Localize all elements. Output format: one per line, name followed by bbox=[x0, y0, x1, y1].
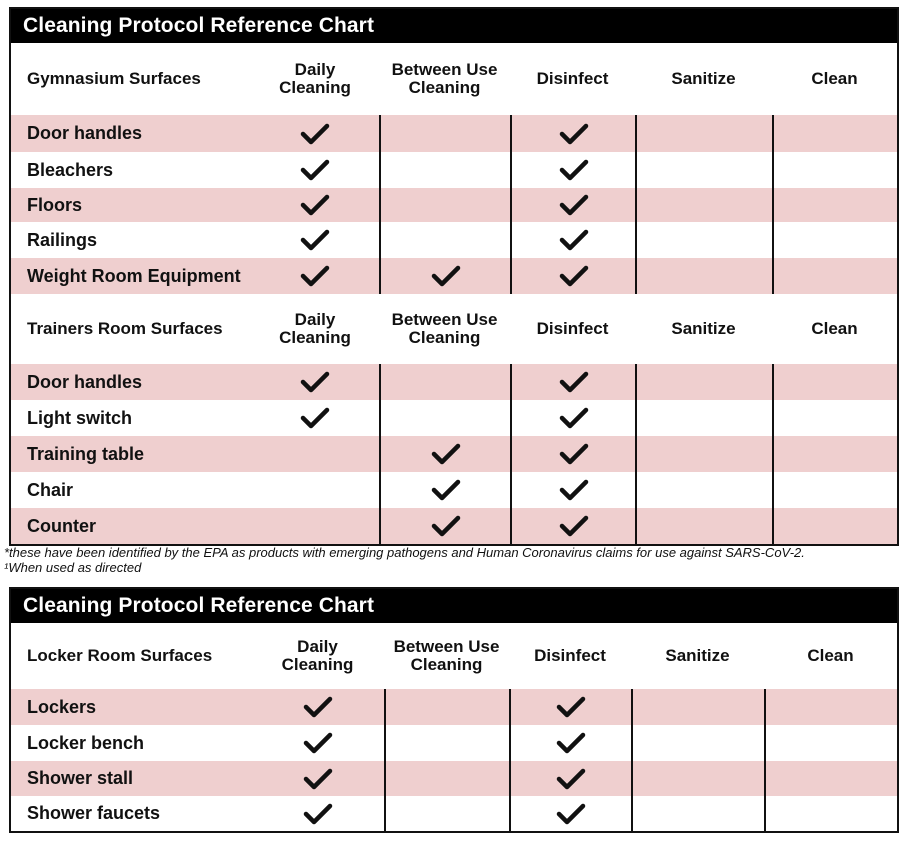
table-row bbox=[11, 689, 897, 725]
checkmark-icon bbox=[300, 229, 330, 251]
surface-label: Locker bench bbox=[27, 732, 145, 753]
check-cell bbox=[510, 472, 635, 508]
check-cell bbox=[764, 796, 897, 831]
checkmark-icon bbox=[300, 371, 330, 393]
column-header: Clean bbox=[811, 69, 858, 88]
checkmark-icon bbox=[303, 803, 333, 825]
check-cell bbox=[251, 115, 379, 152]
check-cell bbox=[772, 436, 897, 472]
checkmark-icon bbox=[556, 768, 586, 790]
check-cell bbox=[772, 115, 897, 152]
section-header: Locker Room Surfaces bbox=[27, 646, 213, 665]
check-cell bbox=[510, 508, 635, 544]
table-row bbox=[11, 115, 897, 152]
check-cell bbox=[251, 258, 379, 294]
column-header: Daily Cleaning bbox=[281, 637, 354, 674]
checkmark-icon bbox=[431, 479, 461, 501]
surface-label: Training table bbox=[27, 443, 145, 464]
check-cell bbox=[509, 796, 631, 831]
check-cell bbox=[510, 400, 635, 436]
column-header: Disinfect bbox=[534, 646, 606, 665]
checkmark-icon bbox=[559, 159, 589, 181]
check-cell bbox=[631, 761, 764, 796]
column-header: Between Use Cleaning bbox=[391, 60, 498, 97]
cleaning-chart-1 bbox=[9, 7, 899, 546]
check-cell bbox=[635, 188, 772, 222]
check-cell bbox=[510, 258, 635, 294]
check-cell bbox=[251, 188, 379, 222]
check-cell bbox=[772, 188, 897, 222]
checkmark-icon bbox=[556, 696, 586, 718]
table-row bbox=[11, 725, 897, 761]
check-cell bbox=[635, 436, 772, 472]
check-cell bbox=[251, 436, 379, 472]
column-header: Disinfect bbox=[536, 319, 609, 338]
check-cell bbox=[379, 115, 510, 152]
surface-label: Counter bbox=[27, 515, 96, 536]
check-cell bbox=[772, 364, 897, 400]
checkmark-icon bbox=[300, 194, 330, 216]
checkmark-icon bbox=[559, 194, 589, 216]
checkmark-icon bbox=[431, 515, 461, 537]
table-row bbox=[11, 222, 897, 258]
check-cell bbox=[772, 258, 897, 294]
check-cell bbox=[635, 472, 772, 508]
table-row bbox=[11, 796, 897, 831]
section-header: Gymnasium Surfaces bbox=[27, 69, 201, 88]
check-cell bbox=[510, 436, 635, 472]
checkmark-icon bbox=[559, 479, 589, 501]
check-cell bbox=[251, 364, 379, 400]
checkmark-icon bbox=[559, 265, 589, 287]
check-cell bbox=[635, 222, 772, 258]
column-header: Disinfect bbox=[536, 69, 609, 88]
check-cell bbox=[251, 400, 379, 436]
checkmark-icon bbox=[431, 265, 461, 287]
check-cell bbox=[379, 152, 510, 188]
footnotes bbox=[4, 545, 805, 575]
checkmark-icon bbox=[300, 407, 330, 429]
check-cell bbox=[510, 364, 635, 400]
surface-label: Door handles bbox=[27, 123, 143, 143]
check-cell bbox=[251, 761, 384, 796]
table-row bbox=[11, 436, 897, 472]
checkmark-icon bbox=[303, 732, 333, 754]
table-row bbox=[11, 400, 897, 436]
checkmark-icon bbox=[556, 803, 586, 825]
check-cell bbox=[251, 508, 379, 544]
footnote-epa: *these have been identified by the EPA as products with emerging pathogens and Human Coronavirus claims for use against SARS-CoV-2. bbox=[4, 545, 805, 560]
surface-label: Bleachers bbox=[27, 159, 114, 180]
check-cell bbox=[635, 400, 772, 436]
check-cell bbox=[251, 796, 384, 831]
column-header: Between Use Cleaning bbox=[393, 637, 500, 674]
surface-label: Weight Room Equipment bbox=[27, 265, 241, 286]
section-header-row bbox=[11, 294, 897, 364]
column-header: Clean bbox=[811, 319, 858, 338]
check-cell bbox=[772, 472, 897, 508]
column-header: Sanitize bbox=[671, 69, 736, 88]
checkmark-icon bbox=[559, 515, 589, 537]
check-cell bbox=[635, 152, 772, 188]
check-cell bbox=[384, 796, 509, 831]
checkmark-icon bbox=[300, 265, 330, 287]
check-cell bbox=[251, 689, 384, 725]
surface-label: Shower stall bbox=[27, 768, 134, 788]
check-cell bbox=[635, 364, 772, 400]
check-cell bbox=[635, 115, 772, 152]
check-cell bbox=[631, 796, 764, 831]
check-cell bbox=[510, 188, 635, 222]
checkmark-icon bbox=[559, 443, 589, 465]
surface-label: Lockers bbox=[27, 696, 97, 717]
check-cell bbox=[379, 508, 510, 544]
table-row bbox=[11, 152, 897, 188]
chart-body bbox=[11, 623, 897, 831]
chart-title: Cleaning Protocol Reference Chart bbox=[11, 9, 897, 43]
check-cell bbox=[631, 725, 764, 761]
check-cell bbox=[772, 508, 897, 544]
check-cell bbox=[379, 364, 510, 400]
check-cell bbox=[510, 115, 635, 152]
check-cell bbox=[631, 689, 764, 725]
check-cell bbox=[379, 400, 510, 436]
checkmark-icon bbox=[300, 159, 330, 181]
surface-label: Light switch bbox=[27, 407, 132, 428]
checkmark-icon bbox=[431, 443, 461, 465]
column-header: Sanitize bbox=[671, 319, 736, 338]
check-cell bbox=[635, 508, 772, 544]
check-cell bbox=[251, 725, 384, 761]
checkmark-icon bbox=[559, 229, 589, 251]
chart-body bbox=[11, 43, 897, 544]
check-cell bbox=[764, 689, 897, 725]
check-cell bbox=[379, 188, 510, 222]
checkmark-icon bbox=[559, 407, 589, 429]
surface-label: Shower faucets bbox=[27, 803, 161, 823]
check-cell bbox=[384, 689, 509, 725]
check-cell bbox=[379, 472, 510, 508]
check-cell bbox=[509, 761, 631, 796]
table-row bbox=[11, 188, 897, 222]
checkmark-icon bbox=[303, 768, 333, 790]
cleaning-chart-2 bbox=[9, 587, 899, 833]
section-header-row bbox=[11, 623, 897, 689]
check-cell bbox=[251, 152, 379, 188]
check-cell bbox=[379, 222, 510, 258]
checkmark-icon bbox=[556, 732, 586, 754]
table-row bbox=[11, 508, 897, 544]
column-header: Sanitize bbox=[665, 646, 730, 665]
check-cell bbox=[384, 725, 509, 761]
check-cell bbox=[509, 689, 631, 725]
check-cell bbox=[379, 258, 510, 294]
check-cell bbox=[510, 222, 635, 258]
surface-label: Door handles bbox=[27, 371, 143, 392]
table-row bbox=[11, 364, 897, 400]
table-row bbox=[11, 761, 897, 796]
check-cell bbox=[251, 222, 379, 258]
chart-title: Cleaning Protocol Reference Chart bbox=[11, 589, 897, 623]
checkmark-icon bbox=[303, 696, 333, 718]
check-cell bbox=[772, 152, 897, 188]
section-header-row bbox=[11, 43, 897, 115]
check-cell bbox=[764, 725, 897, 761]
surface-label: Railings bbox=[27, 229, 98, 250]
check-cell bbox=[251, 472, 379, 508]
check-cell bbox=[384, 761, 509, 796]
column-header: Clean bbox=[807, 646, 854, 665]
check-cell bbox=[509, 725, 631, 761]
surface-label: Chair bbox=[27, 479, 74, 500]
check-cell bbox=[772, 400, 897, 436]
check-cell bbox=[764, 761, 897, 796]
column-header: Daily Cleaning bbox=[279, 60, 351, 97]
check-cell bbox=[379, 436, 510, 472]
table-row bbox=[11, 472, 897, 508]
check-cell bbox=[635, 258, 772, 294]
column-header: Daily Cleaning bbox=[279, 310, 351, 347]
section-header: Trainers Room Surfaces bbox=[27, 319, 223, 338]
check-cell bbox=[772, 222, 897, 258]
column-header: Between Use Cleaning bbox=[391, 310, 498, 347]
footnote-directed: ¹When used as directed bbox=[4, 560, 142, 575]
table-row bbox=[11, 258, 897, 294]
checkmark-icon bbox=[559, 123, 589, 145]
checkmark-icon bbox=[559, 371, 589, 393]
surface-label: Floors bbox=[27, 194, 83, 215]
checkmark-icon bbox=[300, 123, 330, 145]
check-cell bbox=[510, 152, 635, 188]
